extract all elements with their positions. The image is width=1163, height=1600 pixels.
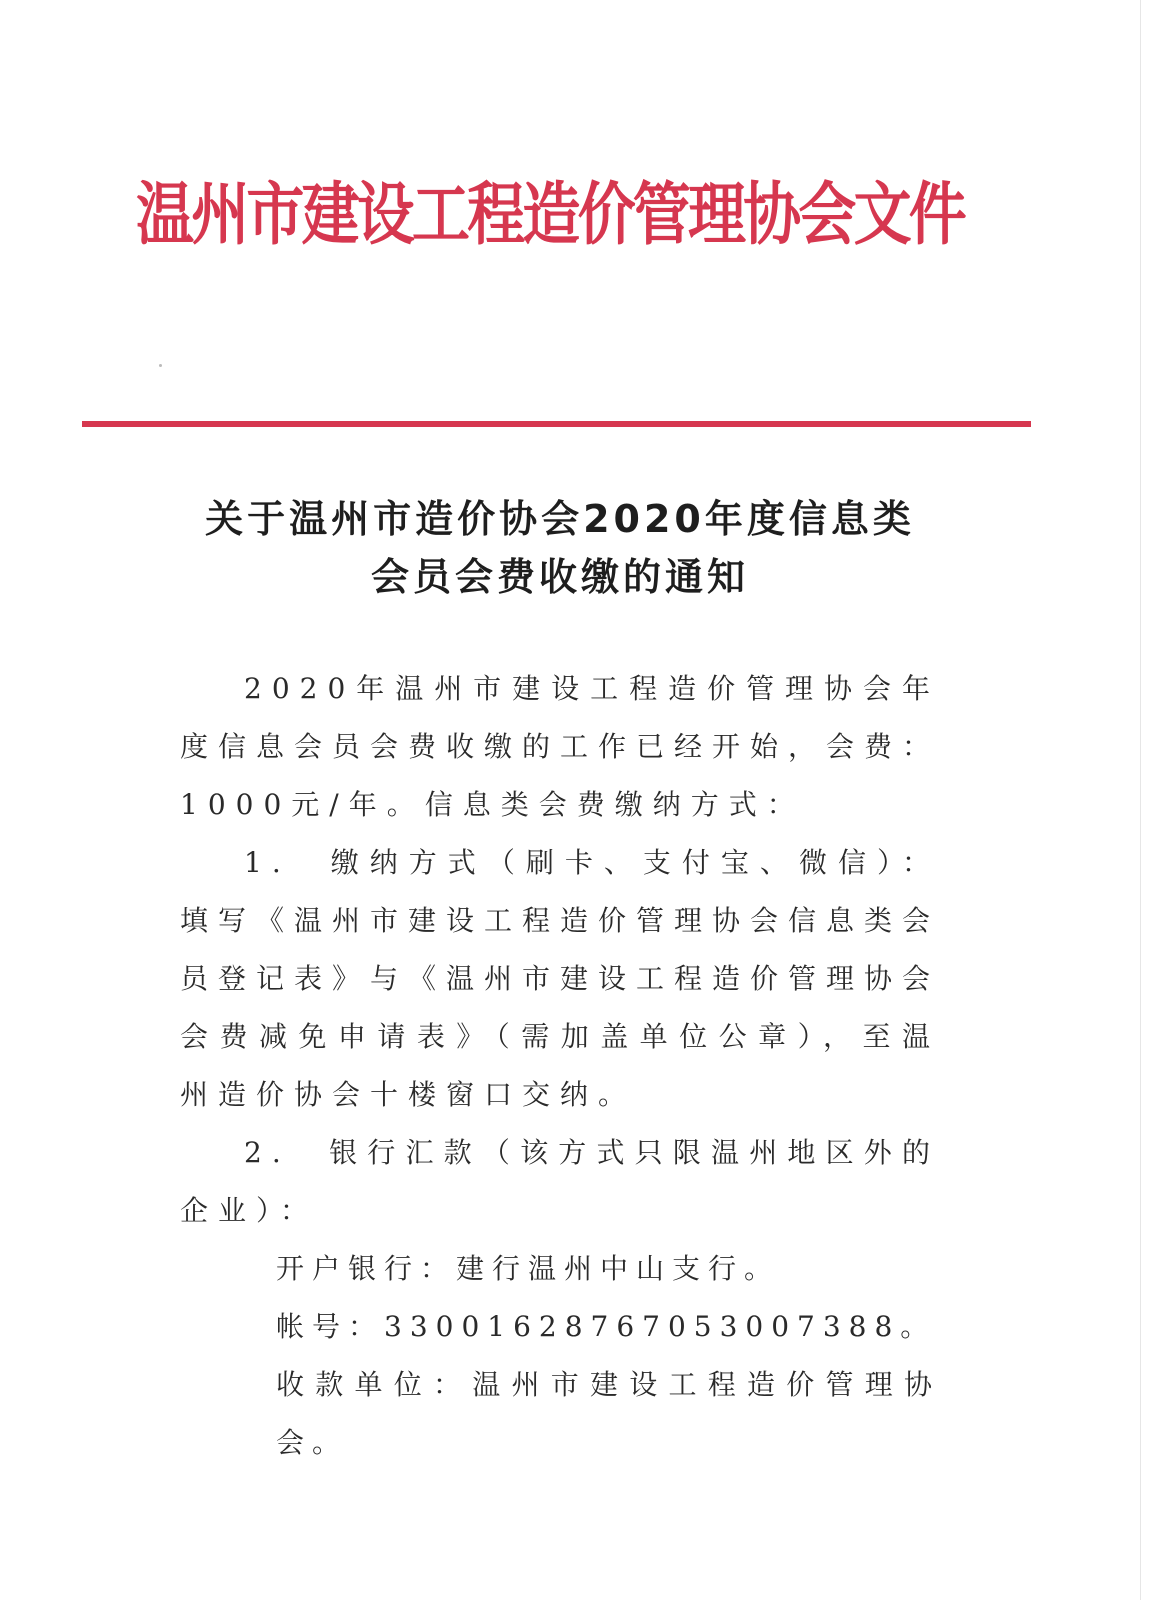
payment-method-2-paragraph: 2. 银行汇款（该方式只限温州地区外的企业）： xyxy=(180,1136,940,1227)
payee-line: 收款单位：温州市建设工程造价管理协会。 xyxy=(276,1368,940,1459)
document-header-title: 温州市建设工程造价管理协会文件 xyxy=(136,175,964,254)
bank-name-line: 开户银行：建行温州中山支行。 xyxy=(276,1252,781,1285)
scan-edge-line xyxy=(1140,0,1141,1600)
notice-title-line2: 会员会费收缴的通知 xyxy=(370,555,749,599)
notice-title-line1: 关于温州市造价协会2020年度信息类 xyxy=(205,497,915,541)
intro-paragraph: 2020年温州市建设工程造价管理协会年度信息会员会费收缴的工作已经开始，会费：1000元/年。信息类会费缴纳方式： xyxy=(180,672,941,821)
header-red-rule xyxy=(82,421,1031,427)
notice-body xyxy=(180,660,940,1472)
scan-speck xyxy=(159,364,162,367)
account-number-line: 帐号：33001628767053007388。 xyxy=(276,1310,937,1343)
payment-method-1-paragraph: 1. 缴纳方式（刷卡、支付宝、微信）：填写《温州市建设工程造价管理协会信息类会员登记表》与《温州市建设工程造价管理协会会费减免申请表》（需加盖单位公章），至温州造价协会十楼窗口交纳。 xyxy=(180,846,941,1111)
